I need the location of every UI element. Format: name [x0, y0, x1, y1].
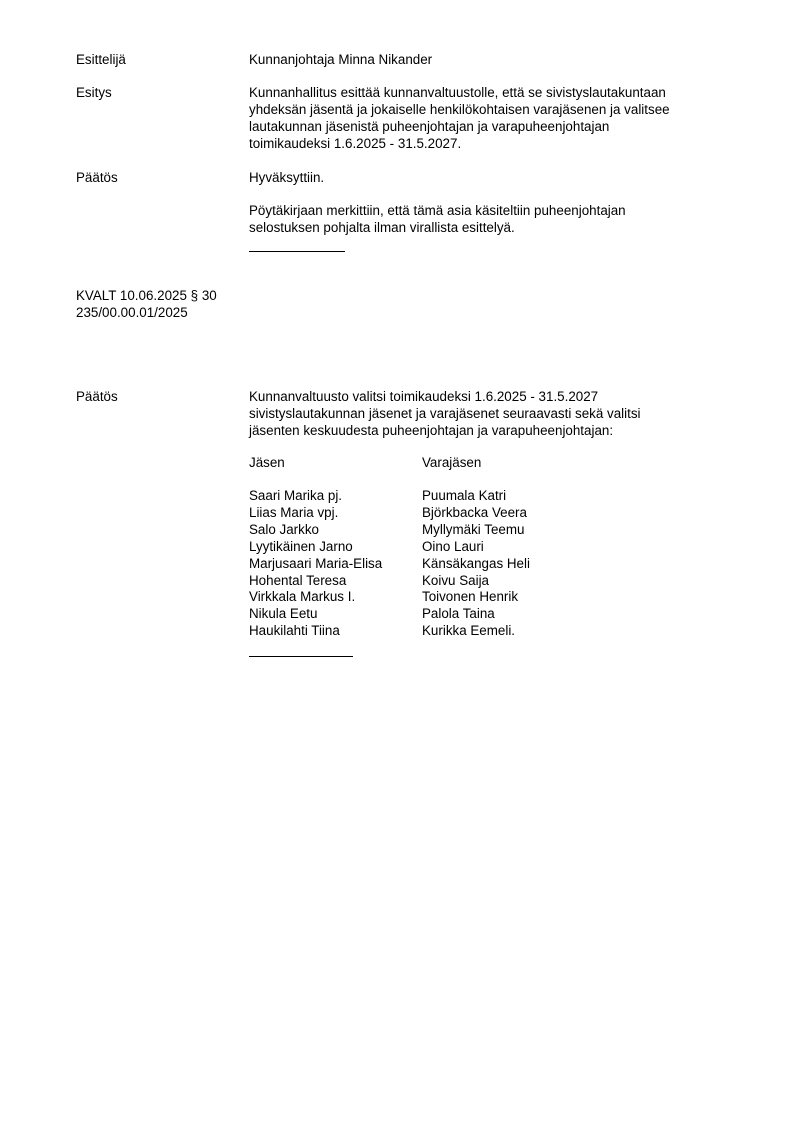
deputy-item: Toivonen Henrik: [422, 589, 519, 605]
decision-text-2: [249, 388, 719, 439]
decision-line: Kunnanvaltuusto valitsi toimikaudeksi 1.6.2025 - 31.5.2027: [249, 389, 599, 404]
member-item: Liias Maria vpj.: [249, 504, 339, 520]
deputy-item: Koivu Saija: [422, 572, 489, 588]
presenter-label: Esittelijä: [76, 52, 126, 67]
proposal-text: [249, 84, 719, 152]
kvalt-session: KVALT 10.06.2025 § 30: [76, 288, 217, 303]
deputy-item: Palola Taina: [422, 606, 495, 622]
note-line: selostuksen pohjalta ilman virallista esittelyä.: [249, 220, 515, 235]
member-item: Haukilahti Tiina: [249, 623, 340, 639]
proposal-label: Esitys: [76, 85, 112, 100]
member-list: [249, 488, 382, 640]
member-item: Marjusaari Maria-Elisa: [249, 555, 383, 571]
deputy-column-header: Varajäsen: [422, 455, 482, 470]
deputy-item: Puumala Katri: [422, 488, 507, 503]
decision-note-text: [249, 202, 719, 236]
deputy-list: [422, 488, 530, 640]
deputy-item: Björkbacka Veera: [422, 504, 527, 520]
proposal-line: yhdeksän jäsentä ja jokaiselle henkilökohtaisen varajäsenen ja valitsee: [249, 102, 670, 117]
member-item: Virkkala Markus I.: [249, 589, 356, 605]
presenter-text: Kunnanjohtaja Minna Nikander: [249, 52, 433, 67]
decision-line: jäsenten keskuudesta puheenjohtajan ja varapuheenjohtajan:: [249, 423, 614, 438]
decision-label-1: Päätös: [76, 170, 118, 185]
member-item: Salo Jarkko: [249, 521, 319, 537]
member-item: Lyytikäinen Jarno: [249, 538, 353, 554]
proposal-line: toimikaudeksi 1.6.2025 - 31.5.2027.: [249, 136, 462, 151]
divider-rule-1: [249, 251, 345, 252]
member-item: Nikula Eetu: [249, 606, 318, 622]
member-item: Saari Marika pj.: [249, 488, 343, 503]
proposal-line: Kunnanhallitus esittää kunnanvaltuustolle, että se sivistyslautakuntaan: [249, 85, 666, 100]
deputy-item: Myllymäki Teemu: [422, 521, 525, 537]
decision-label-2: Päätös: [76, 389, 118, 404]
kvalt-diary-number: 235/00.00.01/2025: [76, 305, 188, 320]
decision-line: sivistyslautakunnan jäsenet ja varajäsenet seuraavasti sekä valitsi: [249, 406, 641, 421]
deputy-item: Känsäkangas Heli: [422, 555, 530, 571]
divider-rule-2: [249, 656, 353, 657]
proposal-line: lautakunnan jäsenistä puheenjohtajan ja varapuheenjohtajan: [249, 119, 610, 134]
member-item: Hohental Teresa: [249, 572, 347, 588]
deputy-item: Kurikka Eemeli.: [422, 623, 516, 639]
decision-text-1: Hyväksyttiin.: [249, 170, 325, 185]
kvalt-block: [76, 287, 217, 321]
note-line: Pöytäkirjaan merkittiin, että tämä asia käsiteltiin puheenjohtajan: [249, 203, 626, 218]
deputy-item: Oino Lauri: [422, 538, 484, 554]
member-column-header: Jäsen: [249, 455, 285, 470]
